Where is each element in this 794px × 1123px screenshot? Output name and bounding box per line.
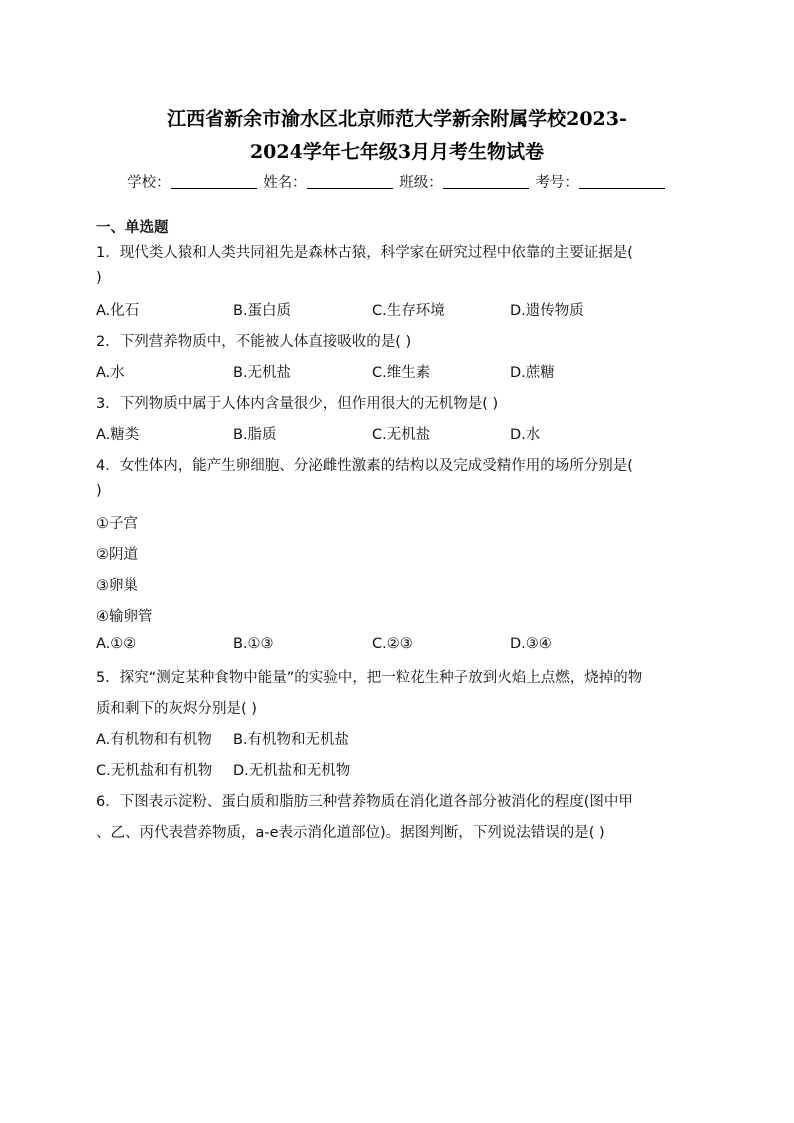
number-blank <box>579 176 665 189</box>
class-blank <box>443 176 529 189</box>
question-2-stem: 2．下列营养物质中，不能被人体直接吸收的是( ) <box>96 334 412 350</box>
question-2-option-a: A.水 <box>96 365 125 381</box>
question-3-option-d: D.水 <box>510 427 541 443</box>
school-label: 学校： <box>127 175 171 191</box>
question-6-stem-line-2: 、乙、丙代表营养物质，a-e表示消化道部位)。据图判断，下列说法错误的是( ) <box>96 825 605 841</box>
question-6-stem-line-1: 6．下图表示淀粉、蛋白质和脂肪三种营养物质在消化道各部分被消化的程度(图中甲 <box>96 794 633 810</box>
question-5-stem-line-1: 5．探究“测定某种食物中能量”的实验中，把一粒花生种子放到火焰上点燃，烧掉的物 <box>96 670 643 686</box>
question-5-option-a: A.有机物和有机物 <box>96 732 212 748</box>
question-1-option-b: B.蛋白质 <box>233 303 292 319</box>
section-heading: 一、单选题 <box>96 220 169 236</box>
question-4-option-c: C.②③ <box>372 636 413 652</box>
exam-title-line-1: 江西省新余市渝水区北京师范大学新余附属学校2023- <box>167 108 627 130</box>
number-label: 考号： <box>535 175 579 191</box>
question-1-option-a: A.化石 <box>96 303 140 319</box>
question-1-option-d: D.遗传物质 <box>510 303 584 319</box>
question-3-stem: 3．下列物质中属于人体内含量很少，但作用很大的无机物是( ) <box>96 396 499 412</box>
question-3-option-b: B.脂质 <box>233 427 277 443</box>
question-4-item-2: ②阴道 <box>96 547 138 563</box>
question-5-option-b: B.有机物和无机盐 <box>233 732 350 748</box>
student-info-row <box>0 171 794 192</box>
question-2-option-c: C.维生素 <box>372 365 431 381</box>
question-3-option-a: A.糖类 <box>96 427 140 443</box>
question-4-option-b: B.①③ <box>233 636 274 652</box>
question-1-option-c: C.生存环境 <box>372 303 445 319</box>
question-1-stem-line-2: ) <box>96 270 102 286</box>
question-4-item-3: ③卵巢 <box>96 578 138 594</box>
question-4-option-a: A.①② <box>96 636 137 652</box>
question-4-stem-line-1: 4．女性体内，能产生卵细胞、分泌雌性激素的结构以及完成受精作用的场所分别是( <box>96 458 633 474</box>
question-4-option-d: D.③④ <box>510 636 552 652</box>
school-blank <box>171 176 257 189</box>
question-5-option-d: D.无机盐和无机物 <box>233 763 351 779</box>
question-1-stem-line-1: 1．现代类人猿和人类共同祖先是森林古猿，科学家在研究过程中依靠的主要证据是( <box>96 245 633 261</box>
class-label: 班级： <box>399 175 443 191</box>
question-2-option-d: D.蔗糖 <box>510 365 555 381</box>
question-4-item-4: ④输卵管 <box>96 609 153 625</box>
question-3-option-c: C.无机盐 <box>372 427 431 443</box>
question-4-item-1: ①子宫 <box>96 516 138 532</box>
question-5-option-c: C.无机盐和有机物 <box>96 763 213 779</box>
question-4-stem-line-2: ) <box>96 483 102 499</box>
name-label: 姓名： <box>263 175 307 191</box>
question-2-option-b: B.无机盐 <box>233 365 292 381</box>
question-5-stem-line-2: 质和剩下的灰烬分别是( ) <box>96 701 257 717</box>
name-blank <box>307 176 393 189</box>
exam-title-line-2: 2024学年七年级3月月考生物试卷 <box>249 141 545 163</box>
